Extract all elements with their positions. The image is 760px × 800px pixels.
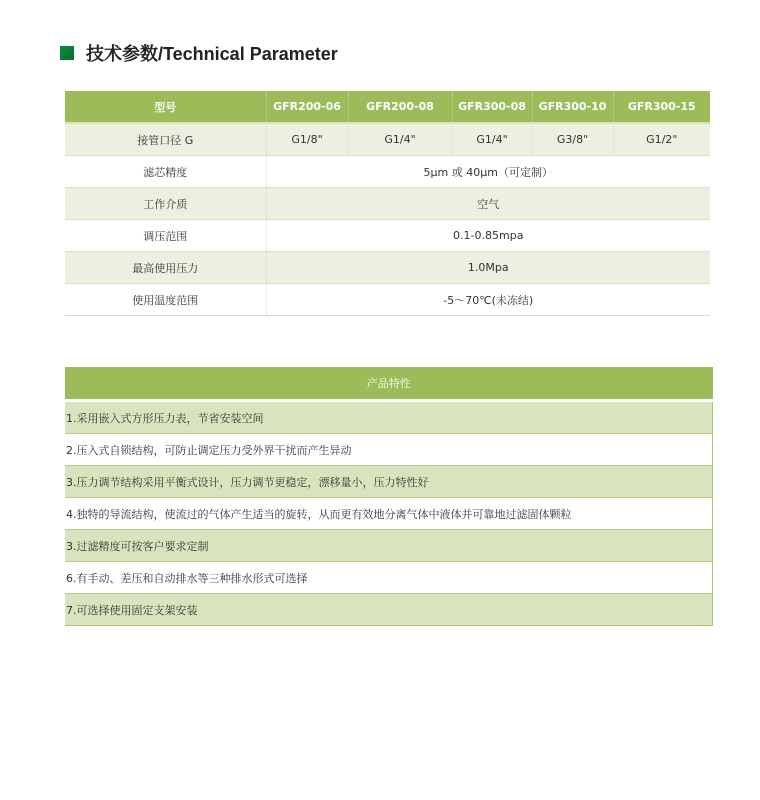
- feature-item: 2.压入式自锁结构，可防止调定压力受外界干扰而产生异动: [65, 434, 713, 466]
- feature-row: [65, 530, 713, 562]
- feature-item: 7.可选择使用固定支架安装: [65, 594, 713, 626]
- section-title: [60, 42, 338, 64]
- spec-cell: G1/4": [452, 123, 532, 156]
- feature-item: 3.过滤精度可按客户要求定制: [65, 530, 713, 562]
- feature-row: [65, 594, 713, 626]
- technical-parameter-table: [65, 91, 710, 316]
- spec-cell: G1/4": [348, 123, 452, 156]
- spec-cell: 1.0Mpa: [266, 252, 710, 284]
- spec-cell: -5～70℃(未冻结): [266, 284, 710, 316]
- feature-item: 1.采用嵌入式方形压力表，节省安装空间: [65, 401, 713, 434]
- spec-cell: G3/8": [532, 123, 613, 156]
- feature-item: 4.独特的导流结构，使流过的气体产生适当的旋转，从而更有效地分离气体中液体并可靠地过滤固体颗粒: [65, 498, 713, 530]
- spec-header-cell: GFR300-15: [613, 91, 710, 123]
- spec-header-cell: GFR200-08: [348, 91, 452, 123]
- feature-row: [65, 498, 713, 530]
- spec-row: [65, 188, 710, 220]
- features-header-row: [65, 367, 713, 401]
- spec-cell: 空气: [266, 188, 710, 220]
- spec-cell: 5μm 或 40μm（可定制）: [266, 156, 710, 188]
- spec-row-label: 最高使用压力: [65, 252, 266, 284]
- spec-header-row: [65, 91, 710, 123]
- spec-row-label: 工作介质: [65, 188, 266, 220]
- feature-row: [65, 562, 713, 594]
- spec-row: [65, 252, 710, 284]
- green-square-icon: [60, 46, 74, 60]
- feature-row: [65, 434, 713, 466]
- feature-item: 3.压力调节结构采用平衡式设计，压力调节更稳定，漂移量小，压力特性好: [65, 466, 713, 498]
- spec-cell: G1/8": [266, 123, 348, 156]
- feature-item: 6.有手动、差压和自动排水等三种排水形式可选择: [65, 562, 713, 594]
- feature-row: [65, 466, 713, 498]
- spec-header-cell: GFR200-06: [266, 91, 348, 123]
- feature-row: [65, 401, 713, 434]
- spec-cell: 0.1-0.85mpa: [266, 220, 710, 252]
- spec-row: [65, 156, 710, 188]
- spec-row-label: 使用温度范围: [65, 284, 266, 316]
- spec-header-cell: GFR300-08: [452, 91, 532, 123]
- spec-header-cell: GFR300-10: [532, 91, 613, 123]
- section-title-text: 技术参数/Technical Parameter: [86, 44, 338, 64]
- product-features-table: [65, 367, 713, 626]
- spec-row-label: 滤芯精度: [65, 156, 266, 188]
- spec-row: [65, 220, 710, 252]
- spec-row-label: 调压范围: [65, 220, 266, 252]
- spec-row: [65, 284, 710, 316]
- spec-row: [65, 123, 710, 156]
- spec-row-label: 接管口径 G: [65, 123, 266, 156]
- spec-cell: G1/2": [613, 123, 710, 156]
- features-header: 产品特性: [65, 367, 713, 401]
- spec-header-cell: 型号: [65, 91, 266, 123]
